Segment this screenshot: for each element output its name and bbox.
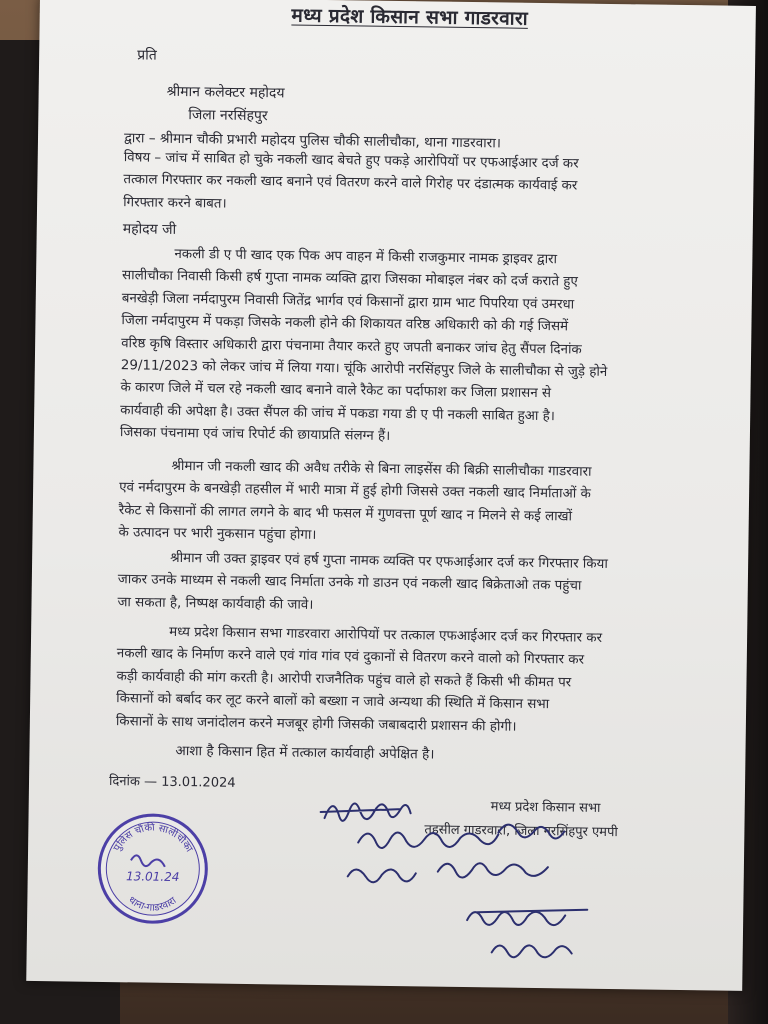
paragraph-line: जा सकता है, निष्पक्ष कार्यवाही की जावे। — [117, 594, 314, 613]
subject-block — [123, 147, 579, 221]
paragraph-line: बनखेड़ी जिला नर्मदापुरम निवासी जितेंद्र भार्गव एवं किसानों द्वारा ग्राम भाट पिपरिया एवं उमरधा — [121, 290, 575, 313]
date-line: दिनांक — 13.01.2024 — [108, 774, 236, 791]
recipient-line-2: जिला नरसिंहपुर — [188, 107, 268, 125]
paragraph-line: के उत्पादन पर भारी नुकसान पहुंचा होगा। — [118, 525, 317, 544]
recipient-line-1: श्रीमान कलेक्टर महोदय — [166, 83, 285, 102]
paragraph-line: सालीचौका निवासी किसी हर्ष गुप्ता नामक व्यक्ति द्वारा जिसका मोबाइल नंबर को दर्ज कराते हुए — [121, 268, 578, 290]
paragraph-line: के कारण जिले में चल रहे नकली खाद बनाने वाले रैकेट का पर्दाफाश कर जिला प्रशासन से — [120, 380, 552, 402]
paragraph-4 — [116, 621, 602, 740]
subject-line: विषय – जांच में साबित हो चुके नकली खाद बेचते हुए पकड़े आरोपियों पर एफआईआर दर्ज कर — [123, 150, 579, 172]
paragraph-line: जिसका पंचनामा एवं जांच रिपोर्ट की छायाप्रति संलग्न हैं। — [119, 425, 391, 445]
paragraph-line: नकली डी ए पी खाद एक पिक अप वाहन में किसी राजकुमार नामक ड्राइवर द्वारा — [174, 246, 558, 268]
letter-header: मध्य प्रदेश किसान सभा गाडरवारा — [291, 4, 529, 30]
sender-address: तहसील गाडरवारा, जिला नरसिंहपुर एमपी — [424, 822, 618, 841]
prati-label: प्रति — [137, 47, 157, 64]
paragraph-1 — [120, 243, 609, 451]
dwara-line: द्वारा – श्रीमान चौकी प्रभारी महोदय पुलिस चौकी सालीचौका, थाना गाडरवारा। — [123, 130, 502, 152]
svg-text:थाना-गाडरवारा — [126, 894, 179, 914]
paragraph-line: जिला नर्मदापुरम में पकड़ा जिसके नकली होने की शिकायत वरिष्ठ अधिकारी को की गई जिसमें — [121, 313, 569, 335]
paragraph-line: जाकर उनके माध्यम से नकली खाद निर्माता उनके गो डाउन एवं नकली खाद बिक्रेताओ तक पहुंचा — [117, 572, 582, 595]
paragraph-line: श्रीमान जी नकली खाद की अवैध तरीके से बिना लाइसेंस की बिक्री सालीचौका गाडरवारा — [171, 458, 592, 480]
stamp-handwritten-date: 13.01.24 — [125, 869, 180, 885]
paragraph-line: किसानों के साथ जनांदोलन करने मजबूर होगी जिसकी जबाबदारी प्रशासन की होगी। — [115, 713, 517, 735]
salutation: महोदय जी — [122, 221, 177, 238]
paragraph-3 — [117, 547, 608, 621]
paragraph-line: रैकेट से किसानों की लागत लगने के बाद भी फसल में गुणवत्ता पूर्ण खाद न मिलने से कई लाखों — [118, 502, 573, 525]
signature-2 — [358, 823, 564, 851]
signature-4 — [467, 908, 588, 958]
svg-text:पुलिस चौकी सालीचौका — [112, 821, 195, 855]
signatures-block — [316, 790, 668, 975]
subject-line: गिरफ्तार करने बाबत। — [123, 194, 227, 212]
paragraph-2 — [118, 455, 591, 551]
paragraph-line: कड़ी कार्यवाही की मांग करती है। आरोपी राजनैतिक पहुंच वाले हो सकते हैं किसी भी कीमत पर — [116, 668, 572, 691]
paragraph-line: श्रीमान जी उक्त ड्राइवर एवं हर्ष गुप्ता नामक व्यक्ति पर एफआईआर दर्ज कर गिरफ्तार किया — [170, 550, 608, 572]
subject-line: तत्काल गिरफ्तार कर नकली खाद बनाने एवं वितरण करने वाले गिरोह पर दंडात्मक कार्यवाई कर — [123, 172, 578, 194]
paragraph-line: वरिष्ठ कृषि विस्तार अधिकारी द्वारा पंचनामा तैयार करते हुए जपती बनाकर जांच हेतु सैंपल दिनांक — [121, 335, 582, 358]
closing-line: आशा है किसान हित में तत्काल कार्यवाही अपेक्षित है। — [175, 742, 435, 763]
stamp-top-text: पुलिस चौकी सालीचौका — [111, 822, 195, 855]
sender-org: मध्य प्रदेश किसान सभा — [490, 799, 601, 816]
paragraph-line: कार्यवाही की अपेक्षा है। उक्त सैंपल की जांच में पकडा गया डी ए पी नकली साबित हुआ है। — [120, 403, 555, 425]
letter-page — [26, 0, 756, 991]
paragraph-line: एवं नर्मदापुरम के बनखेड़ी तहसील में भारी मात्रा में हुई होगी जिससे उक्त नकली खाद निर्माताओं के — [119, 480, 591, 503]
signature-3 — [348, 861, 548, 884]
police-stamp — [97, 813, 209, 925]
paragraph-line: 29/11/2023 को लेकर जांच में लिया गया। चूंकि आरोपी नरसिंहपुर जिले के सालीचौका से जुड़े होने — [120, 358, 608, 380]
signature-1 — [321, 803, 411, 822]
paragraph-line: नकली खाद के निर्माण करने वाले एवं गांव गांव एवं दुकानों से वितरण करने वालो को गिरफ्तार कर — [116, 646, 585, 669]
paragraph-line: मध्य प्रदेश किसान सभा गाडरवारा आरोपियों पर तत्काल एफआईआर दर्ज कर गिरफ्तार कर — [169, 624, 603, 646]
stamp-bottom-text: थाना-गाडरवारा — [126, 894, 179, 914]
stamp-graphic — [100, 816, 205, 921]
paragraph-line: किसानों को बर्बाद कर लूट करने बालों को बख्शा न जावे अन्यथा की स्थिति में किसान सभा — [116, 691, 550, 713]
